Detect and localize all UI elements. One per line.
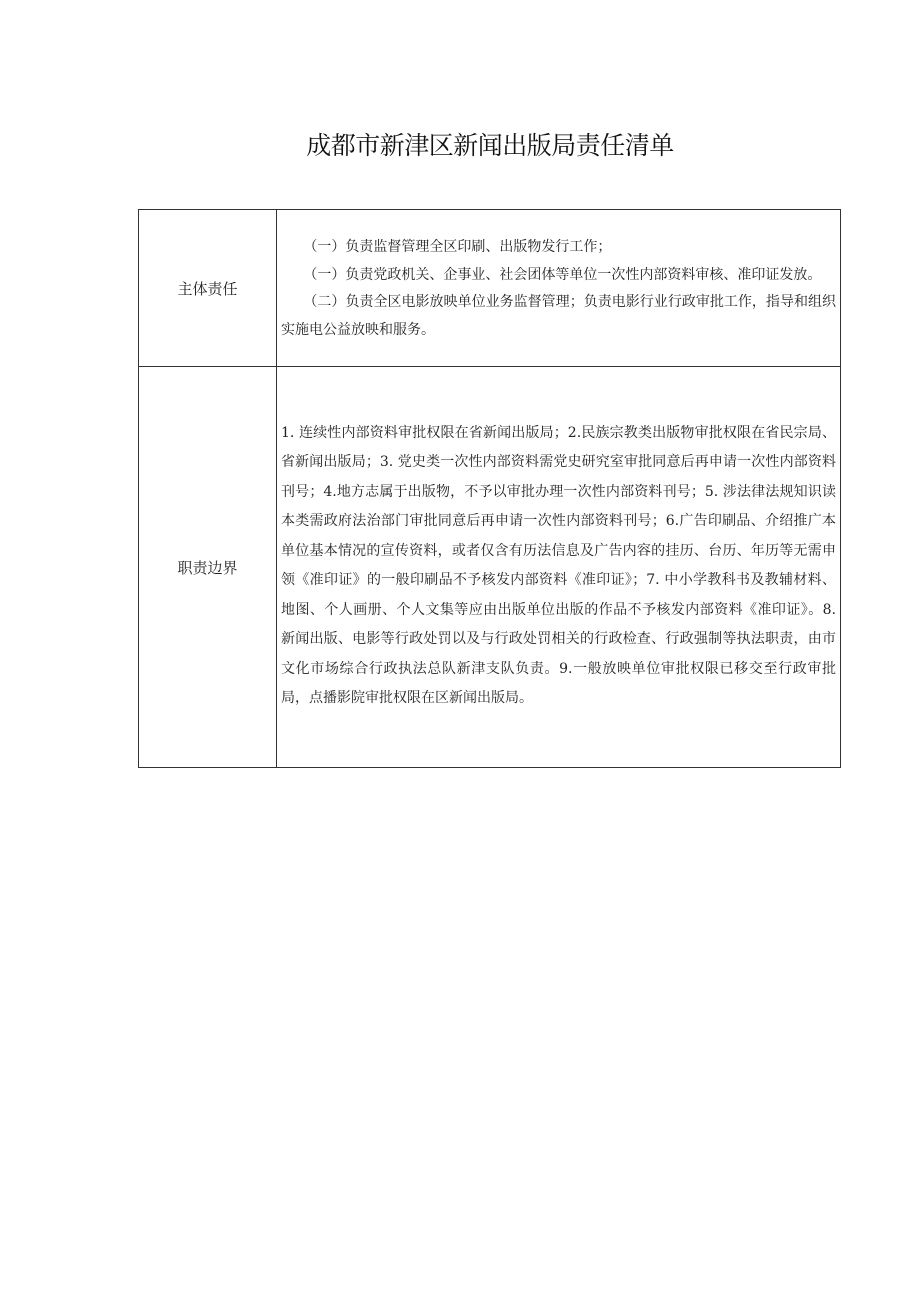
responsibility-item: （一）负责监督管理全区印刷、出版物发行工作； — [303, 239, 612, 255]
responsibility-item: （一）负责党政机关、企事业、社会团体等单位一次性内部资料审核、准印证发放。 — [303, 266, 822, 283]
table-row-duty-boundary — [139, 367, 841, 768]
main-responsibility-content — [277, 210, 841, 367]
table-row-main-responsibility — [139, 210, 841, 367]
responsibility-item: （二）负责全区电影放映单位业务监督管理；负责电影行业行政审批工作，指导和组织实施电公益放映和服务。 — [281, 294, 836, 338]
row-label-main-responsibility: 主体责任 — [139, 210, 277, 367]
duty-boundary-text: 1. 连续性内部资料审批权限在省新闻出版局；2.民族宗教类出版物审批权限在省民宗局、省新闻出版局；3. 党史类一次性内部资料需党史研究室审批同意后再申请一次性内部资料刊号；4.地方志属于出版物，不予以审批办理一次性内部资料刊号；5. 涉法律法规知识读本类需政府法治部门审批同意后再申请一次性内部资料刊号；6.广告印刷品、介绍推广本单位基本情况的宣传资料，或者仅含有历法信息及广告内容的挂历、台历、年历等无需申领《准印证》的一般印刷品不予核发内部资料《准印证》；7. 中小学教科书及教辅材料、地图、个人画册、个人文集等应由出版单位出版的作品不予核发内部资料《准印证》。8. 新闻出版、电影等行政处罚以及与行政处罚相关的行政检查、行政强制等执法职责，由市文化市场综合行政执法总队新津支队负责。9.一般放映单位审批权限已移交至行政审批局，点播影院审批权限在区新闻出版局。 — [281, 424, 836, 706]
responsibility-table — [138, 209, 841, 768]
row-label-duty-boundary: 职责边界 — [139, 367, 277, 768]
page-title: 成都市新津区新闻出版局责任清单 — [306, 131, 674, 160]
duty-boundary-content — [277, 367, 841, 768]
